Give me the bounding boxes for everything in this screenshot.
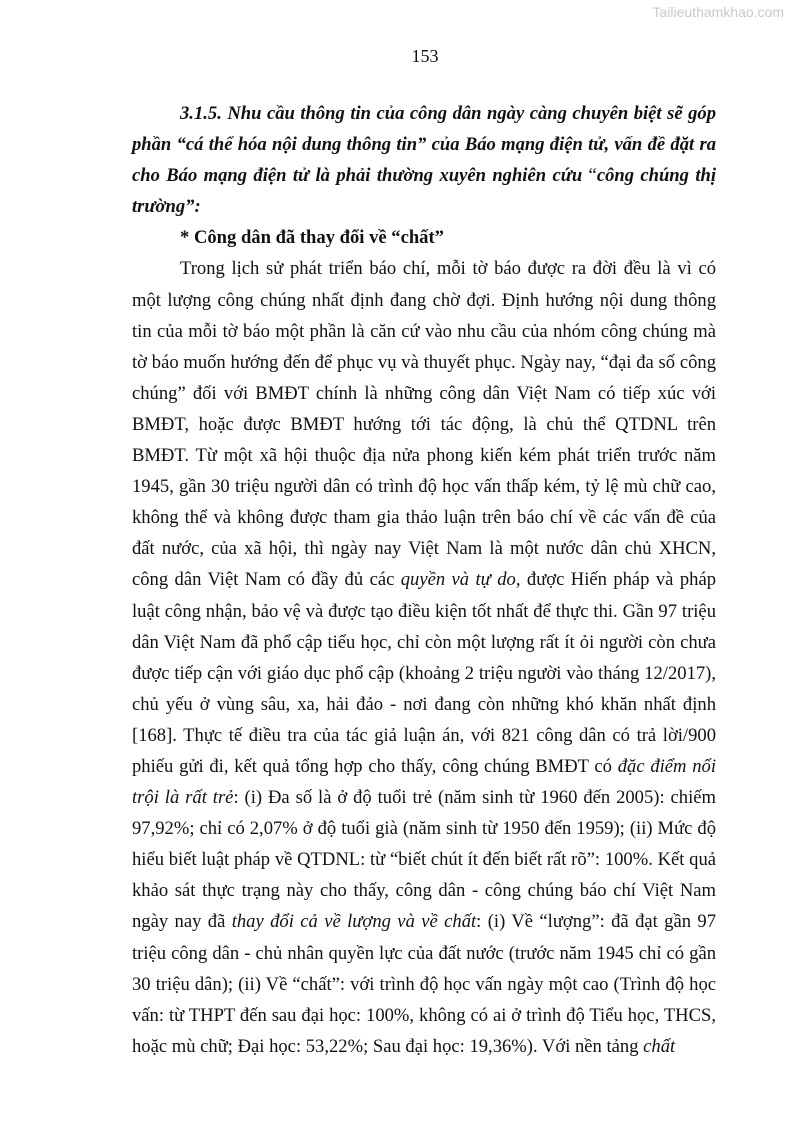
- paragraph-emphasis-3: thay đổi cả về lượng và về chất: [231, 911, 477, 933]
- paragraph-emphasis-2: đặc điểm nổi trội là rất trẻ: [132, 755, 716, 809]
- paragraph-emphasis-1: quyền và tự do: [400, 569, 516, 591]
- section-heading: [132, 98, 716, 222]
- page-number: 153: [411, 46, 439, 66]
- paragraph-text-4: : (i) Về “lượng”: đã đạt gần 97 triệu công dân - chủ nhân quyền lực của đất nước (trước năm 1945 chỉ có gần 30 triệu dân); (ii) Về “chất”: với trình độ học vấn ngày một cao (Trình độ học vấn: từ THPT đến sau đại học: 100%, không có ai ở trình độ Tiểu học, THCS, hoặc mù chữ; Đại học: 53,22%; Sau đại học: 19,36%). Với nền tảng: [132, 911, 716, 1057]
- paragraph-text-1: Trong lịch sử phát triển báo chí, mỗi tờ báo được ra đời đều là vì có một lượng công chúng nhất định đang chờ đợi. Định hướng nội dung thông tin của mỗi tờ báo một phần là căn cứ vào nhu cầu của nhóm công chúng mà tờ báo muốn hướng đến để phục vụ và thuyết phục. Ngày nay, “đại đa số công chúng” đối với BMĐT chính là những công dân Việt Nam có tiếp xúc với BMĐT, hoặc được BMĐT hướng tới tác động, là chủ thể QTDNL trên BMĐT. Từ một xã hội thuộc địa nửa phong kiến kém phát triển trước năm 1945, gần 30 triệu người dân có trình độ học vấn thấp kém, tỷ lệ mù chữ cao, không thể và không được tham gia thảo luận trên báo chí về các vấn đề của đất nước, của xã hội, thì ngày nay Việt Nam là một nước dân chủ XHCN, công dân Việt Nam có đầy đủ các: [132, 258, 716, 591]
- paragraph-emphasis-4: chất: [643, 1035, 676, 1057]
- paragraph-text-2: , được Hiến pháp và pháp luật công nhận, bảo vệ và được tạo điều kiện tốt nhất để thực thi. Gần 97 triệu dân Việt Nam đã phổ cập tiểu học, chỉ còn một lượng rất ít ỏi người còn chưa được tiếp cận với giáo dục phổ cập (khoảng 2 triệu người vào tháng 12/2017), chủ yếu ở vùng sâu, xa, hải đảo - nơi đang còn những khó khăn nhất định [168]. Thực tế điều tra của tác giả luận án, với 821 công dân có trả lời/900 phiếu gửi đi, kết quả tổng hợp cho thấy, công chúng BMĐT có: [132, 569, 716, 777]
- section-subheading: * Công dân đã thay đổi về “chất”: [180, 227, 444, 249]
- page-content: [132, 98, 716, 1062]
- body-paragraph: [132, 253, 716, 1061]
- section-heading-text: 3.1.5. Nhu cầu thông tin của công dân ngày càng chuyên biệt sẽ góp phần “cá thể hóa nội dung thông tin” của Báo mạng điện tử, vấn đề đặt ra cho Báo mạng điện tử là phải thường xuyên nghiên cứu: [132, 103, 716, 187]
- watermark: Tailieuthamkhao.com: [652, 4, 784, 20]
- section-heading-quote: “: [588, 165, 597, 187]
- section-heading-term: công chúng thị trường”:: [132, 165, 716, 218]
- paragraph-text-3: : (i) Đa số là ở độ tuổi trẻ (năm sinh từ 1960 đến 2005): chiếm 97,92%; chỉ có 2,07% ở độ tuổi già (năm sinh từ 1950 đến 1959); (ii) Mức độ hiểu biết luật pháp về QTDNL: từ “biết chút ít đến biết rất rõ”: 100%. Kết quả khảo sát thực trạng này cho thấy, công dân - công chúng báo chí Việt Nam ngày nay đã: [132, 787, 716, 933]
